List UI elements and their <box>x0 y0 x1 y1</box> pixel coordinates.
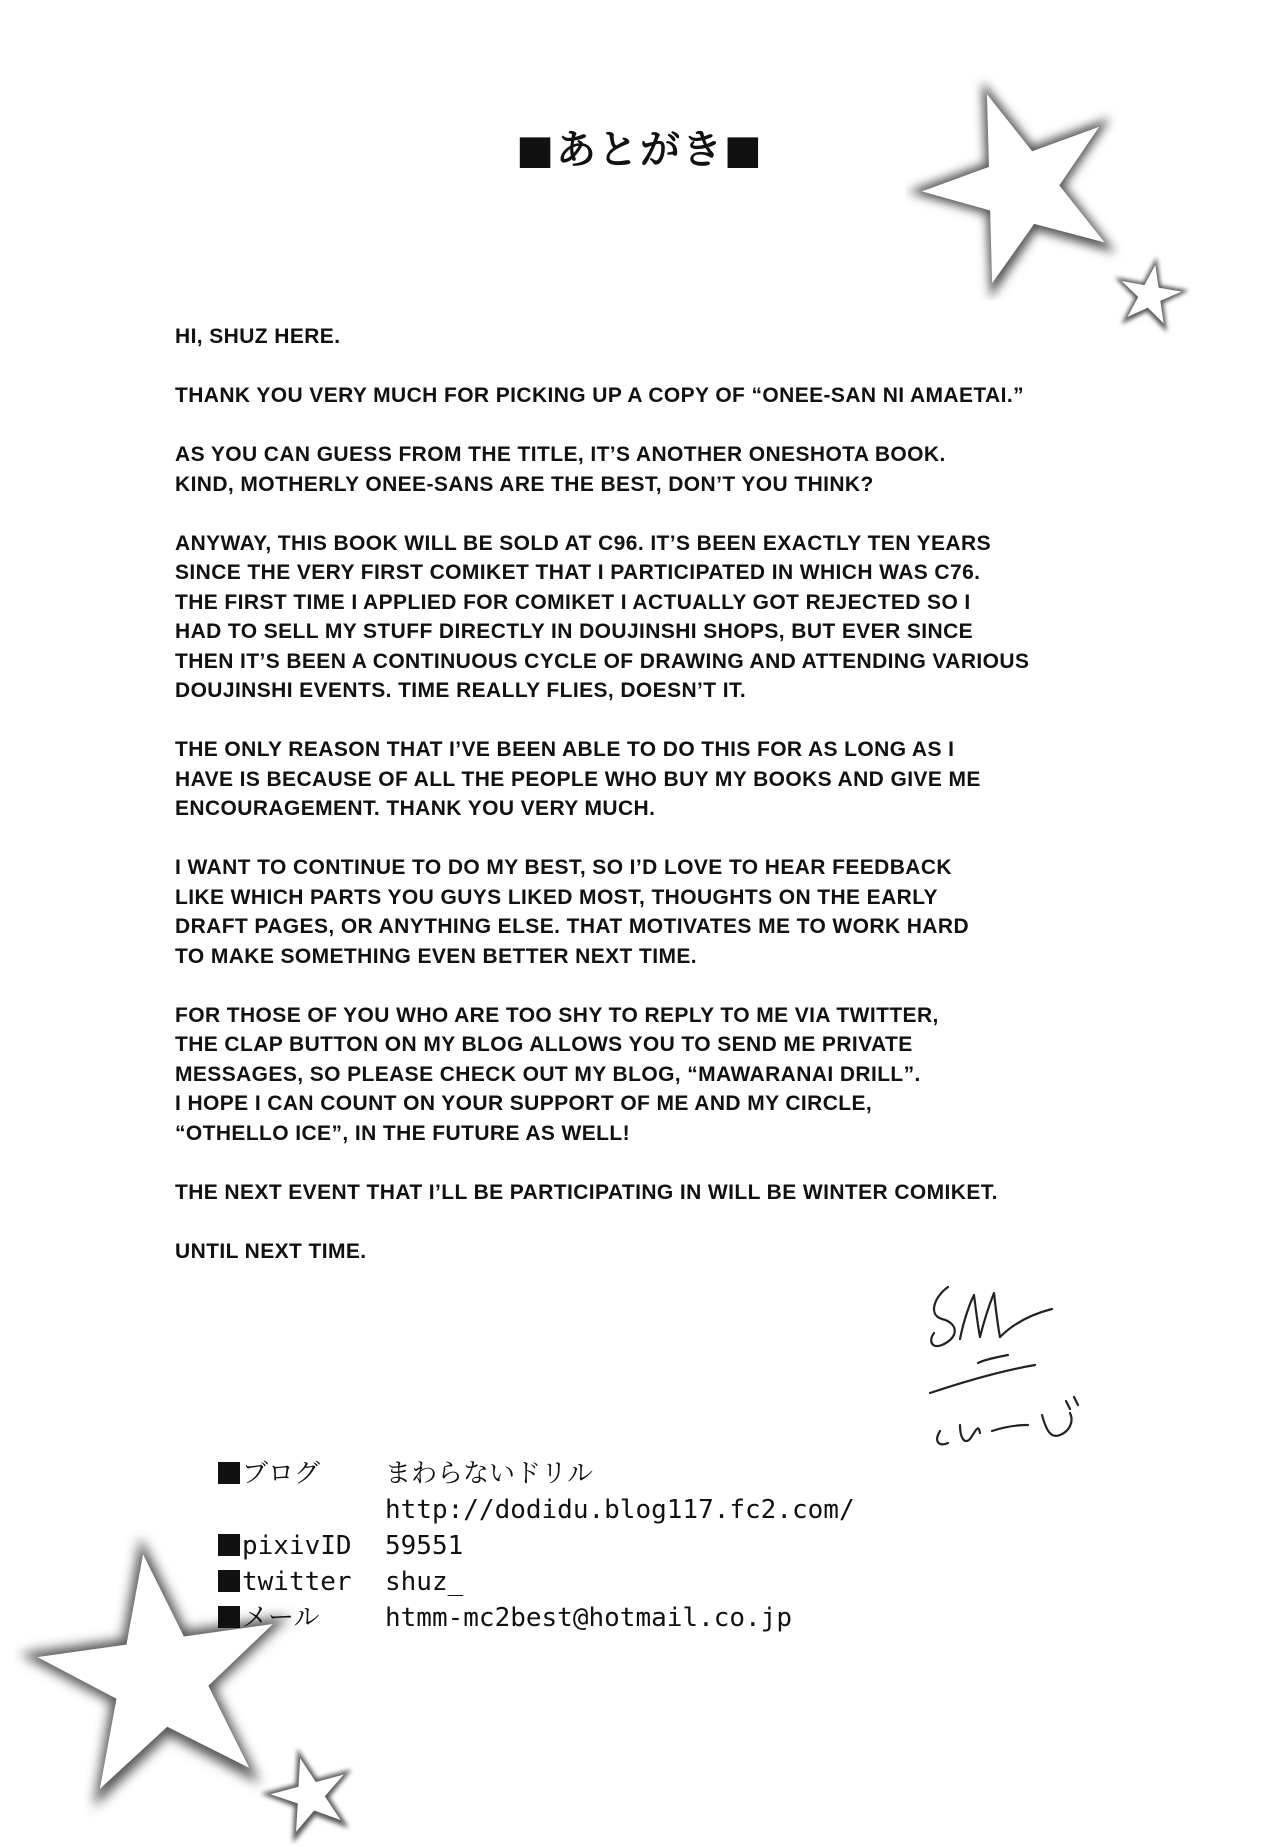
text-line: ANYWAY, THIS BOOK WILL BE SOLD AT C96. IT’S BEEN EXACTLY TEN YEARS <box>175 531 991 555</box>
contact-row-blog <box>218 1456 855 1492</box>
mail-address[interactable]: htmm-mc2best@hotmail.co.jp <box>385 1603 792 1633</box>
contact-row-pixiv <box>218 1528 855 1564</box>
signature-icon <box>920 1275 1090 1455</box>
text-line: SINCE THE VERY FIRST COMIKET THAT I PARTICIPATED IN WHICH WAS C76. <box>175 561 981 584</box>
star-icon <box>260 1745 360 1845</box>
blog-url[interactable]: http://dodidu.blog117.fc2.com/ <box>385 1495 855 1525</box>
contact-row-mail <box>218 1600 855 1636</box>
page-title: ■あとがき■ <box>516 127 764 173</box>
blog-label: ブログ <box>242 1459 321 1489</box>
paragraph <box>175 529 1115 706</box>
text-line: HAD TO SELL MY STUFF DIRECTLY IN DOUJINSHI SHOPS, BUT EVER SINCE <box>175 620 974 643</box>
text-line: HI, SHUZ HERE. <box>175 325 341 348</box>
square-bullet-icon <box>218 1462 240 1484</box>
paragraph <box>175 1237 1115 1267</box>
text-line: MESSAGES, SO PLEASE CHECK OUT MY BLOG, “MAWARANAI DRILL”. <box>175 1062 921 1086</box>
text-line: UNTIL NEXT TIME. <box>175 1239 367 1263</box>
text-line: HAVE IS BECAUSE OF ALL THE PEOPLE WHO BUY MY BOOKS AND GIVE ME <box>175 767 981 791</box>
text-line: I HOPE I CAN COUNT ON YOUR SUPPORT OF ME AND MY CIRCLE, <box>175 1092 873 1115</box>
text-line: AS YOU CAN GUESS FROM THE TITLE, IT’S ANOTHER ONESHOTA BOOK. <box>175 443 946 466</box>
text-line: KIND, MOTHERLY ONEE-SANS ARE THE BEST, DON’T YOU THINK? <box>175 472 874 496</box>
square-bullet-icon <box>218 1606 240 1628</box>
paragraph <box>175 381 1115 411</box>
text-line: LIKE WHICH PARTS YOU GUYS LIKED MOST, THOUGHTS ON THE EARLY <box>175 885 938 909</box>
text-line: I WANT TO CONTINUE TO DO MY BEST, SO I’D LOVE TO HEAR FEEDBACK <box>175 856 952 879</box>
text-line: THE NEXT EVENT THAT I’LL BE PARTICIPATING IN WILL BE WINTER COMIKET. <box>175 1180 998 1204</box>
star-icon <box>905 70 1135 300</box>
paragraph <box>175 322 1115 352</box>
twitter-label: twitter <box>242 1567 352 1597</box>
twitter-handle: shuz_ <box>385 1567 464 1597</box>
square-bullet-icon <box>218 1534 240 1556</box>
contact-row-blog-url <box>218 1492 855 1528</box>
text-line: THE FIRST TIME I APPLIED FOR COMIKET I ACTUALLY GOT REJECTED SO I <box>175 590 971 614</box>
contact-row-twitter <box>218 1564 855 1600</box>
square-bullet-icon <box>218 1570 240 1592</box>
text-line: DRAFT PAGES, OR ANYTHING ELSE. THAT MOTIVATES ME TO WORK HARD <box>175 915 970 938</box>
text-line: THE ONLY REASON THAT I’VE BEEN ABLE TO DO THIS FOR AS LONG AS I <box>175 738 955 761</box>
paragraph <box>175 853 1115 971</box>
contact-info <box>218 1456 855 1636</box>
text-line: DOUJINSHI EVENTS. TIME REALLY FLIES, DOESN’T IT. <box>175 679 747 702</box>
pixiv-label: pixivID <box>242 1531 352 1561</box>
paragraph <box>175 440 1115 499</box>
pixiv-id: 59551 <box>385 1531 464 1561</box>
blog-name: まわらないドリル <box>385 1459 594 1489</box>
text-line: ENCOURAGEMENT. THANK YOU VERY MUCH. <box>175 797 656 820</box>
paragraph <box>175 1178 1115 1208</box>
text-line: “OTHELLO ICE”, IN THE FUTURE AS WELL! <box>175 1121 630 1145</box>
text-line: THEN IT’S BEEN A CONTINUOUS CYCLE OF DRAWING AND ATTENDING VARIOUS <box>175 649 1030 673</box>
afterword-text <box>175 322 1115 1296</box>
text-line: TO MAKE SOMETHING EVEN BETTER NEXT TIME. <box>175 944 697 968</box>
text-line: FOR THOSE OF YOU WHO ARE TOO SHY TO REPLY TO ME VIA TWITTER, <box>175 1003 939 1027</box>
text-line: THE CLAP BUTTON ON MY BLOG ALLOWS YOU TO SEND ME PRIVATE <box>175 1033 913 1056</box>
text-line: THANK YOU VERY MUCH FOR PICKING UP A COPY OF “ONEE-SAN NI AMAETAI.” <box>175 384 1024 407</box>
paragraph <box>175 1001 1115 1149</box>
mail-label: メール <box>242 1603 320 1633</box>
paragraph <box>175 735 1115 824</box>
star-icon <box>1110 255 1190 335</box>
